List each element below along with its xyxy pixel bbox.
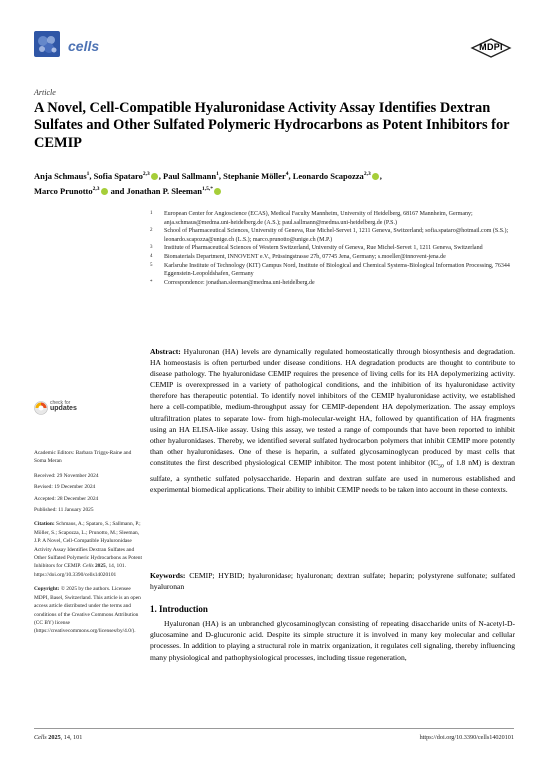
accepted-date: Accepted: 28 December 2024 [34, 495, 99, 502]
affiliation-text: Correspondence: jonathan.sleeman@medma.uni-heidelberg.de [164, 279, 315, 286]
author-name: Leonardo Scapozza [292, 170, 364, 181]
author-separator: , [218, 170, 224, 181]
affiliation-text: Institute of Pharmaceutical Sciences of Western Switzerland, University of Geneva, Rue Michel-Servet 1, 1211 Geneva, Switzerland [164, 245, 483, 252]
orcid-icon[interactable] [214, 188, 221, 195]
keywords-label: Keywords: [150, 571, 186, 580]
check-for-updates-icon [34, 401, 48, 415]
section-heading-introduction: 1. Introduction [150, 604, 208, 614]
affiliation-item [150, 262, 520, 279]
affiliation-text: Karlsruhe Institute of Technology (KIT) Campus Nord, Institute of Biological and Chemical Systems-Biological Information Processing, 76344 Eggenstein-Leopoldshafen, Germany [164, 262, 510, 278]
orcid-icon[interactable] [101, 188, 108, 195]
published-date: Published: 11 January 2025 [34, 507, 94, 514]
citation-label: Citation: [34, 521, 55, 528]
article-type: Article [34, 88, 56, 97]
author-list [34, 168, 514, 198]
keywords [150, 570, 515, 592]
author-affiliation-marker: 2,3 [92, 185, 100, 192]
copyright-text: © 2025 by the authors. Licensee MDPI, Basel, Switzerland. This article is an open access article distributed under the terms and conditions of the Creative Commons Attribution (CC BY) license (https://creativecommons.org/licenses/by/4.0/). [34, 586, 141, 635]
abstract-subscript: 50 [438, 463, 444, 470]
affiliation-list [150, 210, 520, 287]
abstract [150, 346, 515, 495]
received-date: Received: 29 November 2024 [34, 472, 99, 479]
article-info-sidebar [34, 449, 144, 642]
footer-volume: , 14, 101 [60, 734, 83, 741]
citation-rest[interactable]: , 14, 101. https://doi.org/10.3390/cells14020101 [34, 563, 126, 578]
author-name: Jonathan P. Sleeman [126, 185, 202, 196]
author-separator: , [288, 170, 293, 181]
abstract-text: Hyaluronan (HA) levels are dynamically regulated homeostatically through biosynthesis and degradation. HA homeostasis is often perturbed under disease conditions. HA degradation products are thought to contribute to disease pathology. The hyaluronidase CEMIP requires the presence of living cells for its HA depolymerizing activity. CEMIP is overexpressed in a variety of pathological conditions, and the inhibition of its hyaluronidase activity therefore has therapeutic potential. To identify novel inhibitors of the CEMIP hyaluronidase activity, we established here a cell-compatible, medium-throughput assay for CEMIP-dependent HA depolymerization. The assay employs ultrafiltration plates to separate low- from high-molecular-weight HA, followed by quantification of HA fragments using an HA ELISA-like assay. Using this assay, we tested a range of compounds that have been reported to inhibit other hyaluronidases. Thereby, we identified several sulfated hydrocarbon polymers that inhibit CEMIP more potently than other hyaluronidases. One of these is heparin, a sulfated glycosaminoglycan produced by mast cells that constitutes the first described physiological CEMIP inhibitor. The most potent inhibitor (IC [150, 347, 515, 467]
author-name: Sofia Spataro [93, 170, 143, 181]
author-separator: , [379, 170, 382, 181]
affiliation-number: 1 [150, 211, 153, 216]
mdpi-logo[interactable] [470, 38, 512, 58]
footer-year: 2025 [48, 734, 61, 741]
footer-journal: Cells [34, 734, 47, 741]
affiliation-text: European Center for Angioscience (ECAS), Medical Faculty Mannheim, University of Heidelberg, 68167 Mannheim, Germany; anja.schmaus@medma.uni-heidelberg.de (A.S.); paul.sallmann@medma.uni-heidelberg.de (P.S.) [164, 211, 473, 226]
affiliation-item [150, 227, 520, 244]
copyright [34, 585, 144, 635]
author-affiliation-marker: 1 [216, 171, 219, 177]
affiliation-number: 4 [150, 253, 153, 259]
affiliation-number: 3 [150, 245, 153, 251]
affiliation-item [150, 253, 520, 262]
author-separator: , [89, 170, 94, 181]
introduction-text: Hyaluronan (HA) is an unbranched glycosaminoglycan consisting of repeating disaccharide units of N-acetyl-D-glucosamine and D-glucuronic acid. Despite its simple structure it is involved in many key molecular and cellular processes. In addition to playing a structural role in matrix organization, it regulates cell signaling, thereby influencing many physiological and pathophysiological processes, including tissue regeneration, [150, 619, 515, 662]
check-for-label: check for [50, 400, 71, 406]
author-separator: , [158, 170, 163, 181]
author-affiliation-marker: 2,3 [142, 171, 150, 177]
affiliation-item [150, 279, 520, 288]
author-affiliation-marker: 4 [285, 171, 289, 177]
affiliation-item [150, 210, 520, 227]
journal-name[interactable]: cells [68, 38, 100, 54]
page-footer [34, 734, 514, 741]
author-name: Marco Prunotto [34, 185, 93, 196]
abstract-text-end: of 1.8 nM) is dextran sulfate, a synthetic sulfated polysaccharide. Heparin and dextran sulfate are used in numerous established and experimental biomedical applications. Their ability to inhibit CEMIP needs to be taken into account in these contexts. [150, 457, 515, 494]
mdpi-label: MDPI [479, 42, 503, 52]
author-name: Anja Schmaus [34, 170, 87, 181]
footer-doi-link[interactable]: https://doi.org/10.3390/cells14020101 [419, 734, 514, 741]
orcid-icon[interactable] [151, 173, 158, 180]
citation-journal: Cells [82, 563, 94, 570]
author-name: Paul Sallmann [163, 170, 217, 181]
affiliation-number: 2 [150, 228, 153, 234]
affiliation-text: School of Pharmaceutical Sciences, University of Geneva, Rue Michel-Servet 1, 1211 Geneva, Switzerland; sofia.spataro@hotmail.com (S.S.); leonardo.scapozza@unige.ch (L.S.); marco.prunotto@unige.ch (M.P.) [164, 228, 509, 243]
cells-journal-logo-icon [34, 31, 60, 57]
copyright-label: Copyright: [34, 586, 60, 593]
affiliation-number: * [150, 279, 153, 285]
updates-label: updates [50, 405, 77, 412]
article-title: A Novel, Cell-Compatible Hyaluronidase Activity Assay Identifies Dextran Sulfates and Other Sulfated Polymeric Hydrocarbons as Potent Inhibitors for CEMIP [34, 100, 510, 151]
academic-editors: Academic Editors: Barbara Triggs-Raine and Soma Meran [34, 450, 132, 465]
author-affiliation-marker: 2,3 [363, 171, 371, 177]
citation-year: 2025 [94, 563, 106, 570]
author-affiliation-marker: 1,5,* [201, 185, 213, 192]
revised-date: Revised: 19 December 2024 [34, 484, 96, 491]
abstract-label: Abstract: [150, 347, 181, 356]
author-separator: and [108, 185, 127, 196]
author-affiliation-marker: 1 [86, 171, 90, 177]
footer-citation [34, 734, 82, 741]
affiliation-number: 5 [150, 262, 153, 268]
check-for-updates-badge[interactable] [34, 400, 89, 416]
footer-divider [34, 728, 514, 729]
citation-text: Schmaus, A.; Spataro, S.; Sallmann, P.; Möller, S.; Scapozza, L.; Prunotto, M.; Sleeman, J.P. A Novel, Cell-Compatible Hyaluronidase Activity Assay Identifies Dextran Sulfates and Other Sulfated Polymeric Hydrocarbons as Potent Inhibitors for CEMIP. [34, 521, 142, 570]
citation [34, 520, 144, 579]
author-name: Stephanie Möller [223, 170, 286, 181]
affiliation-text: Biomaterials Department, INNOVENT e.V., Prüssingstrasse 27b, 07745 Jena, Germany; s.moeller@innovent-jena.de [164, 253, 446, 260]
orcid-icon[interactable] [372, 173, 379, 180]
affiliation-item [150, 244, 520, 253]
keywords-text: CEMIP; HYBID; hyaluronidase; hyaluronan; dextran sulfate; heparin; polystyrene sulfonate; sulfated hyaluronan [150, 571, 516, 592]
